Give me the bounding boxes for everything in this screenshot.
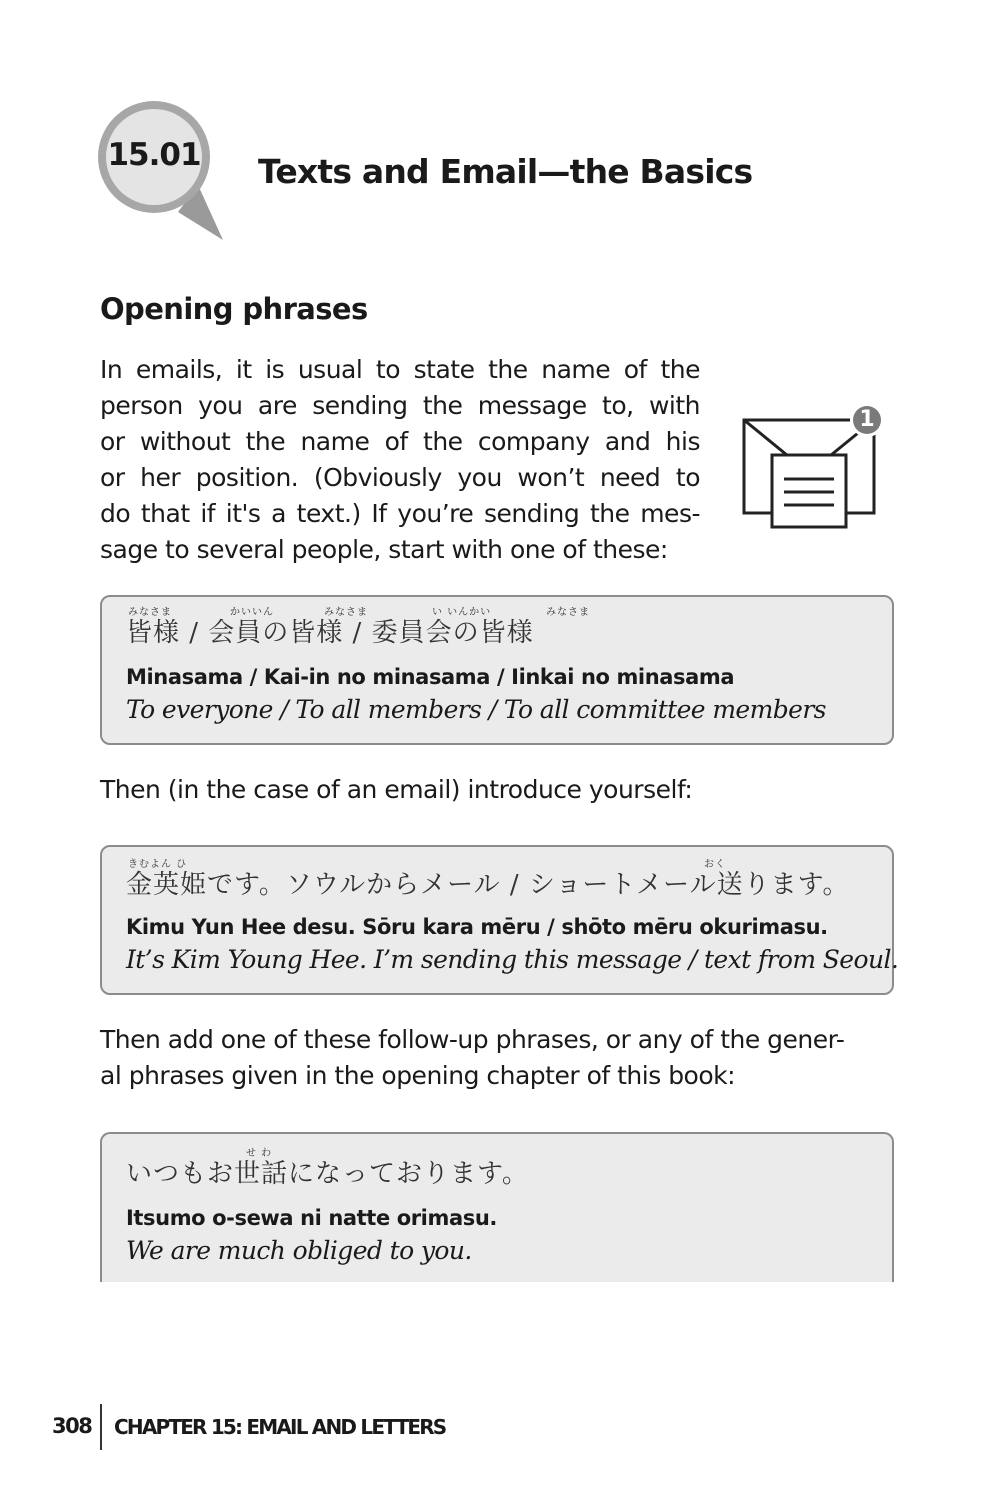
japanese-text: 皆様 / 会員の皆様 / 委員会の皆様 <box>126 618 534 648</box>
section-number: 15.01 <box>107 137 201 173</box>
paragraph-line: or without the name of the company and his <box>100 427 700 456</box>
paragraph-line: In emails, it is usual to state the name of the <box>100 355 700 384</box>
paragraph-line: do that if it's a text.) If you’re sending the mes- <box>100 499 700 528</box>
furigana: きむよん ひ <box>128 859 188 870</box>
chapter-title: CHAPTER 15: EMAIL AND LETTERS <box>114 1415 446 1439</box>
translation-text: It’s Kim Young Hee. I’m sending this message / text from Seoul. <box>126 945 899 974</box>
paragraph: Then (in the case of an email) introduce yourself: <box>100 775 693 804</box>
paragraph-line: or her position. (Obviously you won’t need to <box>100 463 700 492</box>
paragraph-line: sage to several people, start with one of these: <box>100 535 668 564</box>
japanese-text: いつもお世話になっております。 <box>126 1159 529 1189</box>
japanese-line <box>126 855 866 901</box>
paragraph-line: al phrases given in the opening chapter of this book: <box>100 1061 736 1090</box>
number-badge: 1 <box>859 407 875 432</box>
furigana: い いんかい <box>432 607 492 618</box>
furigana: せ わ <box>246 1148 273 1159</box>
phrase-box <box>100 1132 894 1282</box>
section-title: Texts and Email—the Basics <box>258 152 753 191</box>
romaji-text: Itsumo o-sewa ni natte orimasu. <box>126 1206 497 1230</box>
translation-text: To everyone / To all members / To all committee members <box>126 695 826 724</box>
envelope-icon <box>740 395 900 535</box>
paragraph-line: Then add one of these follow-up phrases, or any of the gener- <box>100 1025 845 1054</box>
furigana: みなさま <box>324 607 368 618</box>
furigana: かいいん <box>230 607 274 618</box>
japanese-text: 金英姫です。ソウルからメール / ショートメール送ります。 <box>126 870 850 900</box>
page-number: 308 <box>52 1414 92 1438</box>
furigana: みなさま <box>128 607 172 618</box>
romaji-text: Minasama / Kai-in no minasama / Iinkai no minasama <box>126 665 735 689</box>
japanese-line <box>126 603 726 649</box>
subheading: Opening phrases <box>100 292 368 326</box>
paragraph-line: person you are sending the message to, with <box>100 391 700 420</box>
translation-text: We are much obliged to you. <box>126 1236 472 1265</box>
japanese-line <box>126 1144 626 1190</box>
phrase-box <box>100 595 894 745</box>
phrase-box <box>100 845 899 995</box>
intro-paragraph <box>100 352 700 568</box>
paragraph <box>100 1022 900 1094</box>
furigana: みなさま <box>546 607 590 618</box>
section-number-bubble <box>98 100 228 240</box>
romaji-text: Kimu Yun Hee desu. Sōru kara mēru / shōto mēru okurimasu. <box>126 915 828 939</box>
furigana: おく <box>704 859 726 870</box>
footer-divider <box>100 1404 102 1450</box>
